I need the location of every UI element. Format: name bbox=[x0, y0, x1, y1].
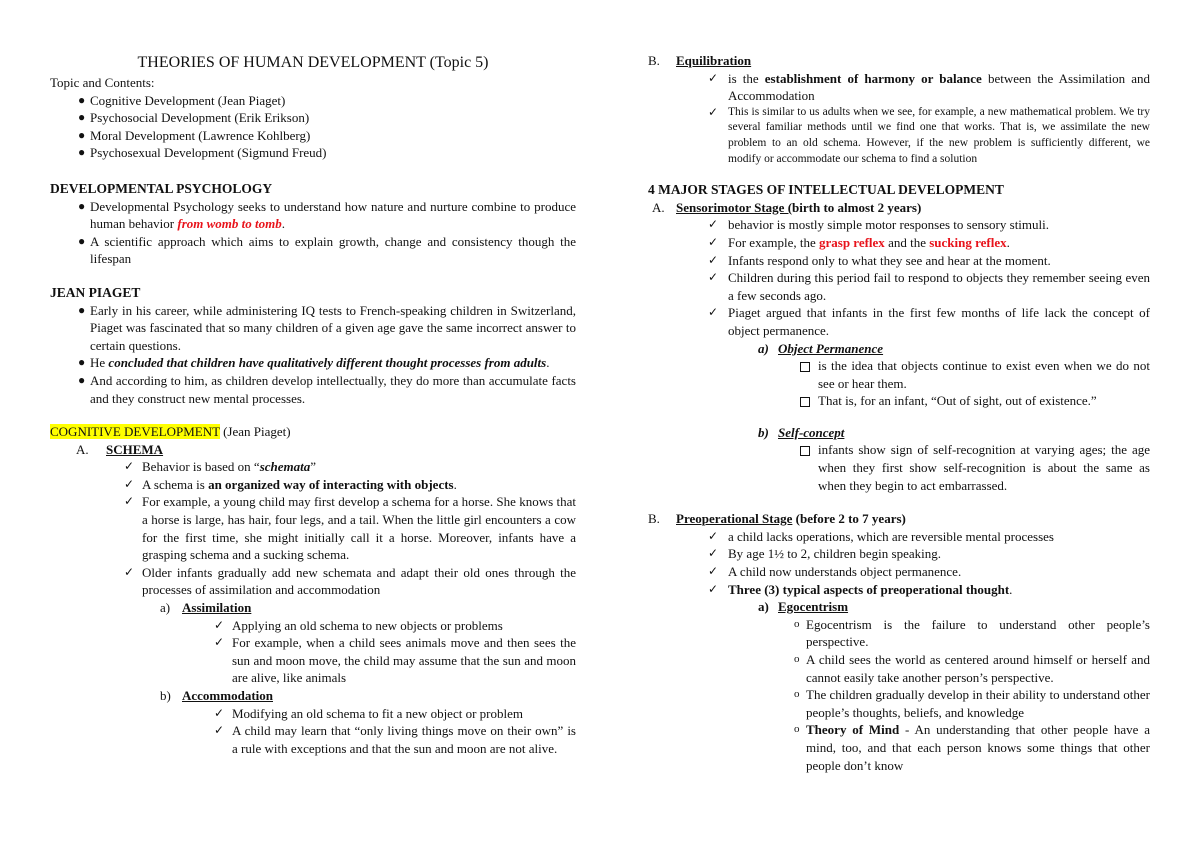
check-icon: ✓ bbox=[214, 705, 225, 720]
check-icon: ✓ bbox=[124, 476, 135, 491]
document-title: THEORIES OF HUMAN DEVELOPMENT (Topic 5) bbox=[137, 54, 489, 71]
list-item: ✓ Behavior is based on “schemata” bbox=[124, 459, 317, 475]
list-item: That is, for an infant, “Out of sight, out of existence.” bbox=[648, 392, 1150, 410]
bullet-icon: ● bbox=[78, 127, 86, 142]
list-item: ✓ For example, the grasp reflex and the sucking reflex. bbox=[708, 234, 1010, 250]
subsection-heading: A. SCHEMA bbox=[76, 441, 164, 457]
sub-heading-assimilation: a) Assimilation bbox=[160, 600, 252, 616]
circle-bullet-icon: o bbox=[794, 617, 800, 630]
bullet-icon: ● bbox=[78, 110, 86, 125]
list-item: is the idea that objects continue to exist even when we do not see or hear them. bbox=[648, 357, 1150, 392]
circle-bullet-icon: o bbox=[794, 723, 800, 736]
bullet-icon: ● bbox=[78, 233, 86, 248]
section-heading: COGNITIVE DEVELOPMENT (Jean Piaget) bbox=[50, 424, 291, 440]
check-icon: ✓ bbox=[708, 528, 719, 543]
check-icon: ✓ bbox=[708, 270, 719, 285]
list-item: infants show sign of self-recognition at varying ages; the age when they first show self-recognition is about the same as when they begin to act embarrassed. bbox=[648, 441, 1150, 494]
check-icon: ✓ bbox=[708, 581, 719, 596]
list-item: ✓ By age 1½ to 2, children begin speaking. bbox=[708, 546, 942, 562]
check-icon: ✓ bbox=[214, 617, 225, 632]
bullet-icon: ● bbox=[78, 302, 86, 317]
list-item: ● And according to him, as children develop intellectually, they do more than accumulate facts and they construct new mental processes. bbox=[78, 372, 576, 406]
list-item: ● He concluded that children have qualitatively different thought processes from adults. bbox=[78, 355, 550, 371]
list-item: ● Early in his career, while administering IQ tests to French-speaking children in Switzerland, Piaget was fascinated that so many children of a given age gave the same incorrect answer to certain questions. bbox=[78, 302, 576, 353]
list-item: ✓ For example, when a child sees animals move and then sees the sun and moon move, the child may assume that the sun and moon are alive, like animals bbox=[214, 635, 576, 686]
bullet-icon: ● bbox=[78, 372, 86, 387]
check-icon: ✓ bbox=[124, 564, 135, 579]
list-item: o Egocentrism is the failure to understand other people’s perspective. bbox=[794, 616, 1150, 650]
list-item: ✓ A schema is an organized way of interacting with objects. bbox=[124, 476, 457, 492]
list-item: ✓ Applying an old schema to new objects or problems bbox=[214, 617, 503, 633]
list-item: ● Developmental Psychology seeks to understand how nature and nurture combine to produce human behavior from womb to tomb. bbox=[78, 198, 576, 232]
left-column bbox=[50, 52, 576, 757]
check-icon: ✓ bbox=[708, 252, 719, 267]
check-icon: ✓ bbox=[708, 546, 719, 561]
check-icon: ✓ bbox=[214, 635, 225, 650]
list-item: o The children gradually develop in their ability to understand other people’s thoughts, beliefs, and knowledge bbox=[794, 687, 1150, 720]
subsection-heading: A. Sensorimotor Stage (birth to almost 2 years) bbox=[652, 199, 922, 215]
list-item: ✓ For example, a young child may first develop a schema for a horse. She knows that a horse is large, has hair, four legs, and a tail. When the little girl encounters a cow for the first time, she might initially call it a horse. Moreover, infants have a grasping schema and a sucking schema. bbox=[124, 494, 576, 563]
square-bullet-icon bbox=[800, 360, 810, 378]
sub-heading-self-concept: b) Self-concept bbox=[758, 424, 845, 440]
check-icon: ✓ bbox=[124, 494, 135, 509]
check-icon: ✓ bbox=[124, 459, 135, 474]
bullet-icon: ● bbox=[78, 145, 86, 160]
subsection-heading: B. Preoperational Stage (before 2 to 7 years) bbox=[648, 511, 906, 527]
list-item: ✓ A child now understands object permanence. bbox=[708, 564, 962, 580]
highlighted-heading: COGNITIVE DEVELOPMENT bbox=[50, 424, 220, 440]
check-icon: ✓ bbox=[214, 723, 225, 738]
bullet-icon: ● bbox=[78, 198, 86, 213]
list-item: ✓ a child lacks operations, which are reversible mental processes bbox=[708, 528, 1054, 544]
section-heading: JEAN PIAGET bbox=[50, 284, 141, 300]
sub-heading-object-permanence: a) Object Permanence bbox=[758, 340, 884, 356]
list-item: ✓ Children during this period fail to respond to objects they remember seeing even a few seconds ago. bbox=[708, 270, 1150, 303]
topic-item: ● Cognitive Development (Jean Piaget) bbox=[78, 92, 286, 108]
square-bullet-icon bbox=[800, 444, 810, 462]
list-item: ● A scientific approach which aims to explain growth, change and consistency though the lifespan bbox=[78, 233, 576, 267]
right-column bbox=[648, 52, 1150, 774]
section-heading: DEVELOPMENTAL PSYCHOLOGY bbox=[50, 180, 273, 196]
list-item: ✓ A child may learn that “only living things move on their own” is a rule with exceptions and that the sun and moon are not alive. bbox=[214, 723, 576, 756]
topic-item: ● Moral Development (Lawrence Kohlberg) bbox=[78, 127, 311, 143]
list-item: ✓ This is similar to us adults when we see, for example, a new mathematical problem. We try several familiar methods until we find one that works. That is, we assimilate the new problem to an old schema. However, if the new problem is sufficiently different, we modify or accommodate our schema to find a solution bbox=[708, 104, 1150, 165]
topic-item: ● Psychosocial Development (Erik Erikson) bbox=[78, 110, 310, 126]
check-icon: ✓ bbox=[708, 234, 719, 249]
check-icon: ✓ bbox=[708, 305, 719, 320]
topic-item: ● Psychosexual Development (Sigmund Freud) bbox=[78, 145, 327, 161]
bullet-icon: ● bbox=[78, 355, 86, 370]
check-icon: ✓ bbox=[708, 217, 719, 232]
list-item: ✓ Older infants gradually add new schemata and adapt their old ones through the processes of assimilation and accommodation bbox=[124, 564, 576, 598]
list-item: o Theory of Mind - An understanding that other people have a mind, too, and that each person knows some things that other people don’t know bbox=[794, 722, 1150, 773]
list-item: ✓ Infants respond only to what they see and hear at the moment. bbox=[708, 252, 1051, 268]
list-item: ✓ Piaget argued that infants in the first few months of life lack the concept of object permanence. bbox=[708, 305, 1150, 338]
check-icon: ✓ bbox=[708, 104, 719, 119]
circle-bullet-icon: o bbox=[794, 653, 800, 665]
section-heading: 4 MAJOR STAGES OF INTELLECTUAL DEVELOPMENT bbox=[648, 182, 1004, 198]
check-icon: ✓ bbox=[708, 564, 719, 579]
circle-bullet-icon: o bbox=[794, 688, 800, 701]
square-bullet-icon bbox=[800, 395, 810, 413]
list-item: ✓ Three (3) typical aspects of preoperational thought. bbox=[708, 581, 1013, 597]
list-item: ✓ behavior is mostly simple motor responses to sensory stimuli. bbox=[708, 217, 1050, 233]
bullet-icon: ● bbox=[78, 92, 86, 107]
list-item: ✓ is the establishment of harmony or balance between the Assimilation and Accommodation bbox=[708, 70, 1150, 104]
topics-label: Topic and Contents: bbox=[50, 75, 155, 90]
list-item: ✓ Modifying an old schema to fit a new object or problem bbox=[214, 705, 523, 721]
subsection-heading: B. Equilibration bbox=[648, 53, 752, 68]
check-icon: ✓ bbox=[708, 70, 719, 85]
list-item: o A child sees the world as centered around himself or herself and cannot easily take another person’s perspective. bbox=[794, 652, 1150, 685]
sub-heading-egocentrism: a) Egocentrism bbox=[758, 599, 849, 615]
sub-heading-accommodation: b) Accommodation bbox=[160, 688, 273, 703]
